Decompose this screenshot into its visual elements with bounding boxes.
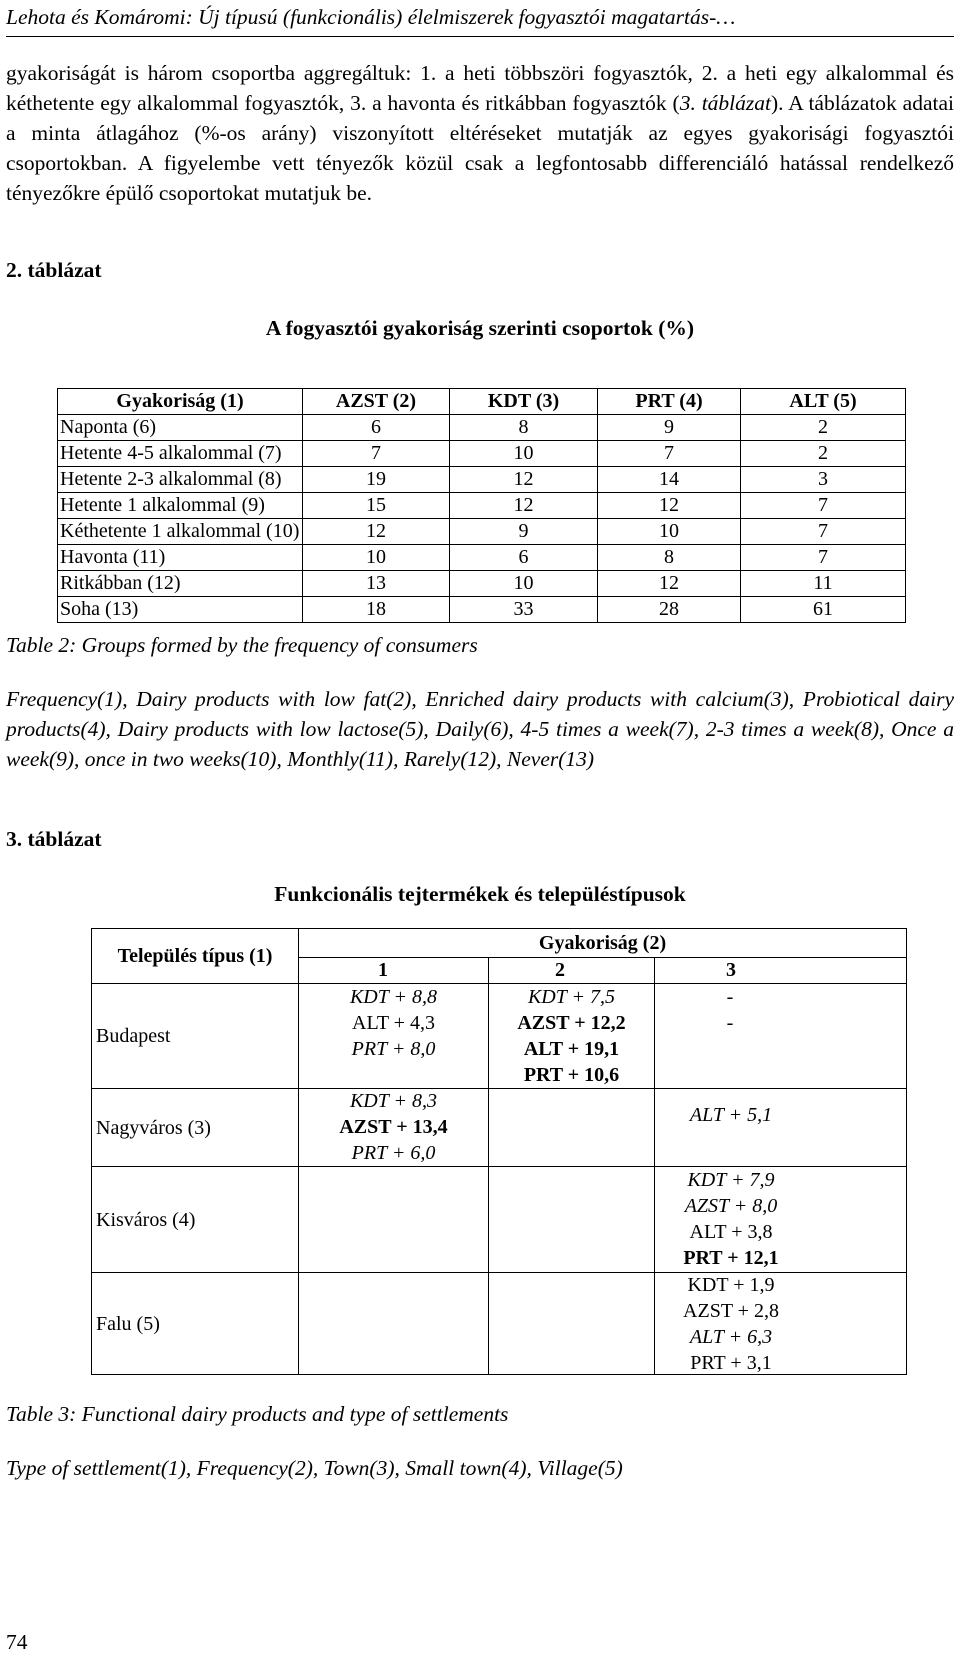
- table2-cell: 8: [598, 545, 741, 571]
- intro-text-1: gyakoriságát is három csoportba aggregáltuk: 1. a heti többszöri fogyasztók, 2. a heti egy alkalommal és kéthetente egy alkalommal fogyasztók, 3. a havonta és ritkábban fogyasztók (: [6, 61, 954, 115]
- table2-cell: 14: [598, 467, 741, 493]
- table3-value: AZST + 13,4: [339, 1116, 448, 1138]
- table3-legend: Type of settlement(1), Frequency(2), Town(3), Small town(4), Village(5): [6, 1456, 623, 1480]
- table2-cell: 10: [450, 571, 598, 597]
- table-row: [58, 441, 906, 467]
- table2-cell: 13: [303, 571, 450, 597]
- intro-table-ref: 3. táblázat: [679, 91, 771, 115]
- table2-header-cell: PRT (4): [598, 389, 741, 415]
- table3-row-name: Kisváros (4): [96, 1209, 196, 1231]
- table3-label: 3. táblázat: [6, 827, 102, 851]
- table-row: [58, 493, 906, 519]
- table2-cell: 12: [303, 519, 450, 545]
- table2-cell: 2: [741, 415, 906, 441]
- table3-value: KDT + 7,9: [687, 1169, 775, 1191]
- table2-header-cell: KDT (3): [450, 389, 598, 415]
- table3-group-header: Gyakoriság (2): [538, 932, 667, 954]
- table3-value: PRT + 8,0: [351, 1038, 436, 1060]
- table-row: [58, 597, 906, 623]
- table3-subheader-1: 1: [378, 959, 388, 981]
- table3-title: Funkcionális tejtermékek és településtípusok: [274, 882, 686, 906]
- table2-cell: 7: [303, 441, 450, 467]
- table2-cell: 8: [450, 415, 598, 441]
- table3-row-name: Nagyváros (3): [96, 1117, 211, 1139]
- table3-subheader-2: 2: [555, 959, 565, 981]
- table2-cell: 12: [450, 467, 598, 493]
- table2-header-cell: ALT (5): [741, 389, 906, 415]
- table2-cell: 7: [741, 519, 906, 545]
- table2-cell: 3: [741, 467, 906, 493]
- table3-value: ALT + 5,1: [689, 1104, 773, 1126]
- intro-paragraph: [6, 58, 954, 208]
- table2-cell: 18: [303, 597, 450, 623]
- running-header: Lehota és Komáromi: Új típusú (funkcionális) élelmiszerek fogyasztói magatartás-…: [6, 2, 954, 37]
- table3-value: ALT + 6,3: [689, 1326, 773, 1348]
- table2-cell: 6: [303, 415, 450, 441]
- table3-caption: Table 3: Functional dairy products and type of settlements: [6, 1402, 509, 1426]
- table2-cell: 9: [598, 415, 741, 441]
- table3-row-name: Falu (5): [96, 1313, 160, 1335]
- table2-header-cell: Gyakoriság (1): [58, 389, 303, 415]
- table2-cell: 6: [450, 545, 598, 571]
- table2-row-label: Hetente 1 alkalommal (9): [58, 493, 303, 519]
- table2-caption: Table 2: Groups formed by the frequency of consumers: [6, 633, 478, 657]
- table2-cell: 12: [598, 571, 741, 597]
- table3-value: KDT + 1,9: [687, 1274, 775, 1296]
- table2-cell: 7: [741, 493, 906, 519]
- table2-row-label: Kéthetente 1 alkalommal (10): [58, 519, 303, 545]
- table3-value: -: [726, 986, 734, 1008]
- table2-row-label: Hetente 2-3 alkalommal (8): [58, 467, 303, 493]
- table2-cell: 61: [741, 597, 906, 623]
- table2-header-row: [58, 389, 906, 415]
- table-row: [58, 467, 906, 493]
- table3-value: AZST + 12,2: [517, 1012, 626, 1034]
- table2: [57, 388, 906, 623]
- table2-cell: 7: [741, 545, 906, 571]
- table2-row-label: Hetente 4-5 alkalommal (7): [58, 441, 303, 467]
- table2-cell: 15: [303, 493, 450, 519]
- table-row: [58, 545, 906, 571]
- table3-col-header: Település típus (1): [117, 945, 273, 967]
- table3-value: ALT + 19,1: [523, 1038, 620, 1060]
- table2-cell: 12: [450, 493, 598, 519]
- table3-value: PRT + 10,6: [523, 1064, 620, 1086]
- table2-cell: 19: [303, 467, 450, 493]
- table3-row-name: Budapest: [96, 1025, 171, 1047]
- table3-value: AZST + 8,0: [684, 1195, 778, 1217]
- table2-legend: Frequency(1), Dairy products with low fat(2), Enriched dairy products with calcium(3), Probiotical dairy products(4), Dairy products with low lactose(5), Daily(6), 4-5 times a week(7), 2-3 times a week(8), Once a week(9), once in two weeks(10), Monthly(11), Rarely(12), Never(13): [6, 687, 954, 771]
- table2-row-label: Ritkábban (12): [58, 571, 303, 597]
- table2-cell: 12: [598, 493, 741, 519]
- table-row: [58, 415, 906, 441]
- page-number: 74: [6, 1630, 28, 1654]
- table2-cell: 10: [450, 441, 598, 467]
- table3-subheader-3: 3: [726, 959, 736, 981]
- table3-value: -: [726, 1012, 734, 1034]
- table3-value: KDT + 8,8: [349, 986, 438, 1008]
- table3-value: AZST + 2,8: [683, 1300, 779, 1322]
- table3-value: KDT + 7,5: [527, 986, 616, 1008]
- table2-cell: 2: [741, 441, 906, 467]
- table2-label: 2. táblázat: [6, 258, 102, 282]
- table3-value: ALT + 3,8: [689, 1221, 773, 1243]
- table2-cell: 10: [303, 545, 450, 571]
- table2-cell: 9: [450, 519, 598, 545]
- table2-cell: 10: [598, 519, 741, 545]
- table2-cell: 7: [598, 441, 741, 467]
- table2-row-label: Naponta (6): [58, 415, 303, 441]
- intro-text-2: ). A táblázatok adatai a minta átlagához (%-os arány) viszonyított eltéréseket mutatják az egyes gyakorisági fogyasztói csoportokban. A figyelembe vett tényezők közül csak a legfontosabb differenciáló hatással rendelkező tényezőkre épülő csoportokat mutatjuk be.: [6, 91, 954, 205]
- table2-row-label: Havonta (11): [58, 545, 303, 571]
- table-row: [58, 571, 906, 597]
- table3-value: ALT + 4,3: [352, 1012, 435, 1034]
- table-row: [58, 519, 906, 545]
- table2-cell: 33: [450, 597, 598, 623]
- table3-value: PRT + 3,1: [690, 1352, 772, 1374]
- table3-value: PRT + 6,0: [351, 1142, 436, 1164]
- table3-value: PRT + 12,1: [683, 1247, 779, 1269]
- table2-title: A fogyasztói gyakoriság szerinti csoportok (%): [265, 316, 695, 340]
- table3-value: KDT + 8,3: [349, 1090, 438, 1112]
- table2-header-cell: AZST (2): [303, 389, 450, 415]
- table2-cell: 11: [741, 571, 906, 597]
- table2-row-label: Soha (13): [58, 597, 303, 623]
- table2-cell: 28: [598, 597, 741, 623]
